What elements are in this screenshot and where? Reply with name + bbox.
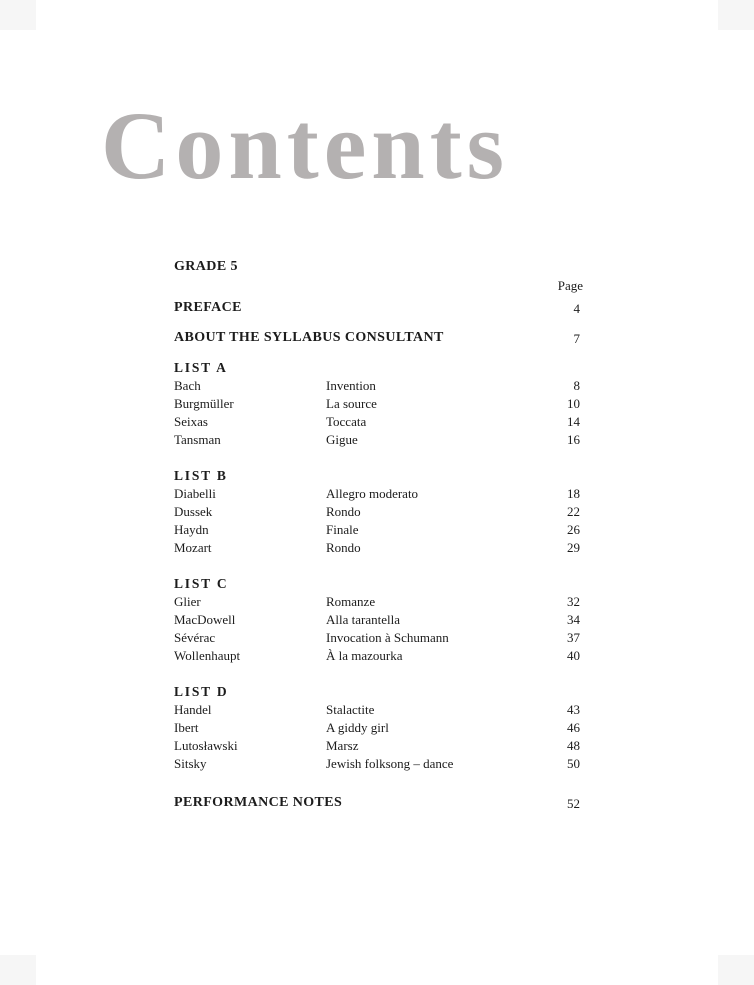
page-corner-shade <box>0 0 36 30</box>
page-number: 8 <box>573 378 580 393</box>
contents-row[interactable] <box>174 504 580 522</box>
composer-name: Sévérac <box>174 630 216 645</box>
contents-row[interactable] <box>174 720 580 738</box>
page-number: 14 <box>567 414 580 429</box>
contents-row[interactable] <box>174 414 580 432</box>
page-number: 10 <box>567 396 580 411</box>
contents-row[interactable] <box>174 540 580 558</box>
contents-row[interactable] <box>174 486 580 504</box>
contents-row[interactable] <box>174 738 580 756</box>
performance-notes-link[interactable]: PERFORMANCE NOTES <box>174 795 343 810</box>
about-consultant-link[interactable]: ABOUT THE SYLLABUS CONSULTANT <box>174 330 444 345</box>
list-c-heading: LIST C <box>174 576 229 591</box>
about-consultant-page: 7 <box>573 331 580 346</box>
piece-title: Allegro moderato <box>326 486 419 501</box>
page-corner-shade <box>0 955 36 985</box>
composer-name: Wollenhaupt <box>174 648 241 663</box>
piece-title: A giddy girl <box>326 720 389 735</box>
preface-link[interactable]: PREFACE <box>174 300 242 315</box>
page-number: 46 <box>567 720 580 735</box>
page-number: 18 <box>567 486 580 501</box>
page-number: 50 <box>567 756 580 771</box>
page-corner-shade <box>718 955 754 985</box>
piece-title: Rondo <box>326 504 361 519</box>
contents-row[interactable] <box>174 522 580 540</box>
piece-title: À la mazourka <box>326 648 403 663</box>
piece-title: Marsz <box>326 738 359 753</box>
composer-name: Mozart <box>174 540 212 555</box>
page-number: 29 <box>567 540 580 555</box>
list-a-heading: LIST A <box>174 360 228 375</box>
piece-title: Invocation à Schumann <box>326 630 449 645</box>
page-number: 22 <box>567 504 580 519</box>
piece-title: Romanze <box>326 594 376 609</box>
contents-row[interactable] <box>174 702 580 720</box>
contents-row[interactable] <box>174 648 580 666</box>
composer-name: Sitsky <box>174 756 207 771</box>
composer-name: Ibert <box>174 720 199 735</box>
piece-title: Alla tarantella <box>326 612 400 627</box>
contents-row[interactable] <box>174 630 580 648</box>
piece-title: Invention <box>326 378 376 393</box>
piece-title: La source <box>326 396 377 411</box>
list-d-heading: LIST D <box>174 684 229 699</box>
contents-row[interactable] <box>174 396 580 414</box>
piece-title: Finale <box>326 522 359 537</box>
page-number: 16 <box>567 432 580 447</box>
grade-heading: GRADE 5 <box>174 259 238 274</box>
composer-name: Seixas <box>174 414 208 429</box>
contents-row[interactable] <box>174 378 580 396</box>
composer-name: MacDowell <box>174 612 236 627</box>
piece-title: Toccata <box>326 414 367 429</box>
list-b-heading: LIST B <box>174 468 228 483</box>
composer-name: Dussek <box>174 504 213 519</box>
page-title: Contents <box>101 92 510 199</box>
page-number: 43 <box>567 702 580 717</box>
page-number: 26 <box>567 522 580 537</box>
page-number: 48 <box>567 738 580 753</box>
contents-row[interactable] <box>174 756 580 774</box>
contents-row[interactable] <box>174 432 580 450</box>
composer-name: Diabelli <box>174 486 216 501</box>
composer-name: Lutosławski <box>174 738 238 753</box>
composer-name: Haydn <box>174 522 209 537</box>
composer-name: Bach <box>174 378 201 393</box>
piece-title: Jewish folksong – dance <box>326 756 454 771</box>
page-number: 37 <box>567 630 580 645</box>
page-number: 40 <box>567 648 580 663</box>
contents-row[interactable] <box>174 612 580 630</box>
composer-name: Burgmüller <box>174 396 234 411</box>
composer-name: Handel <box>174 702 212 717</box>
composer-name: Tansman <box>174 432 221 447</box>
piece-title: Stalactite <box>326 702 375 717</box>
composer-name: Glier <box>174 594 201 609</box>
page-column-label: Page <box>557 278 583 293</box>
piece-title: Rondo <box>326 540 361 555</box>
page-number: 32 <box>567 594 580 609</box>
contents-row[interactable] <box>174 594 580 612</box>
piece-title: Gigue <box>326 432 358 447</box>
preface-page: 4 <box>573 301 580 316</box>
performance-notes-page: 52 <box>567 796 580 811</box>
page-corner-shade <box>718 0 754 30</box>
page-number: 34 <box>567 612 580 627</box>
